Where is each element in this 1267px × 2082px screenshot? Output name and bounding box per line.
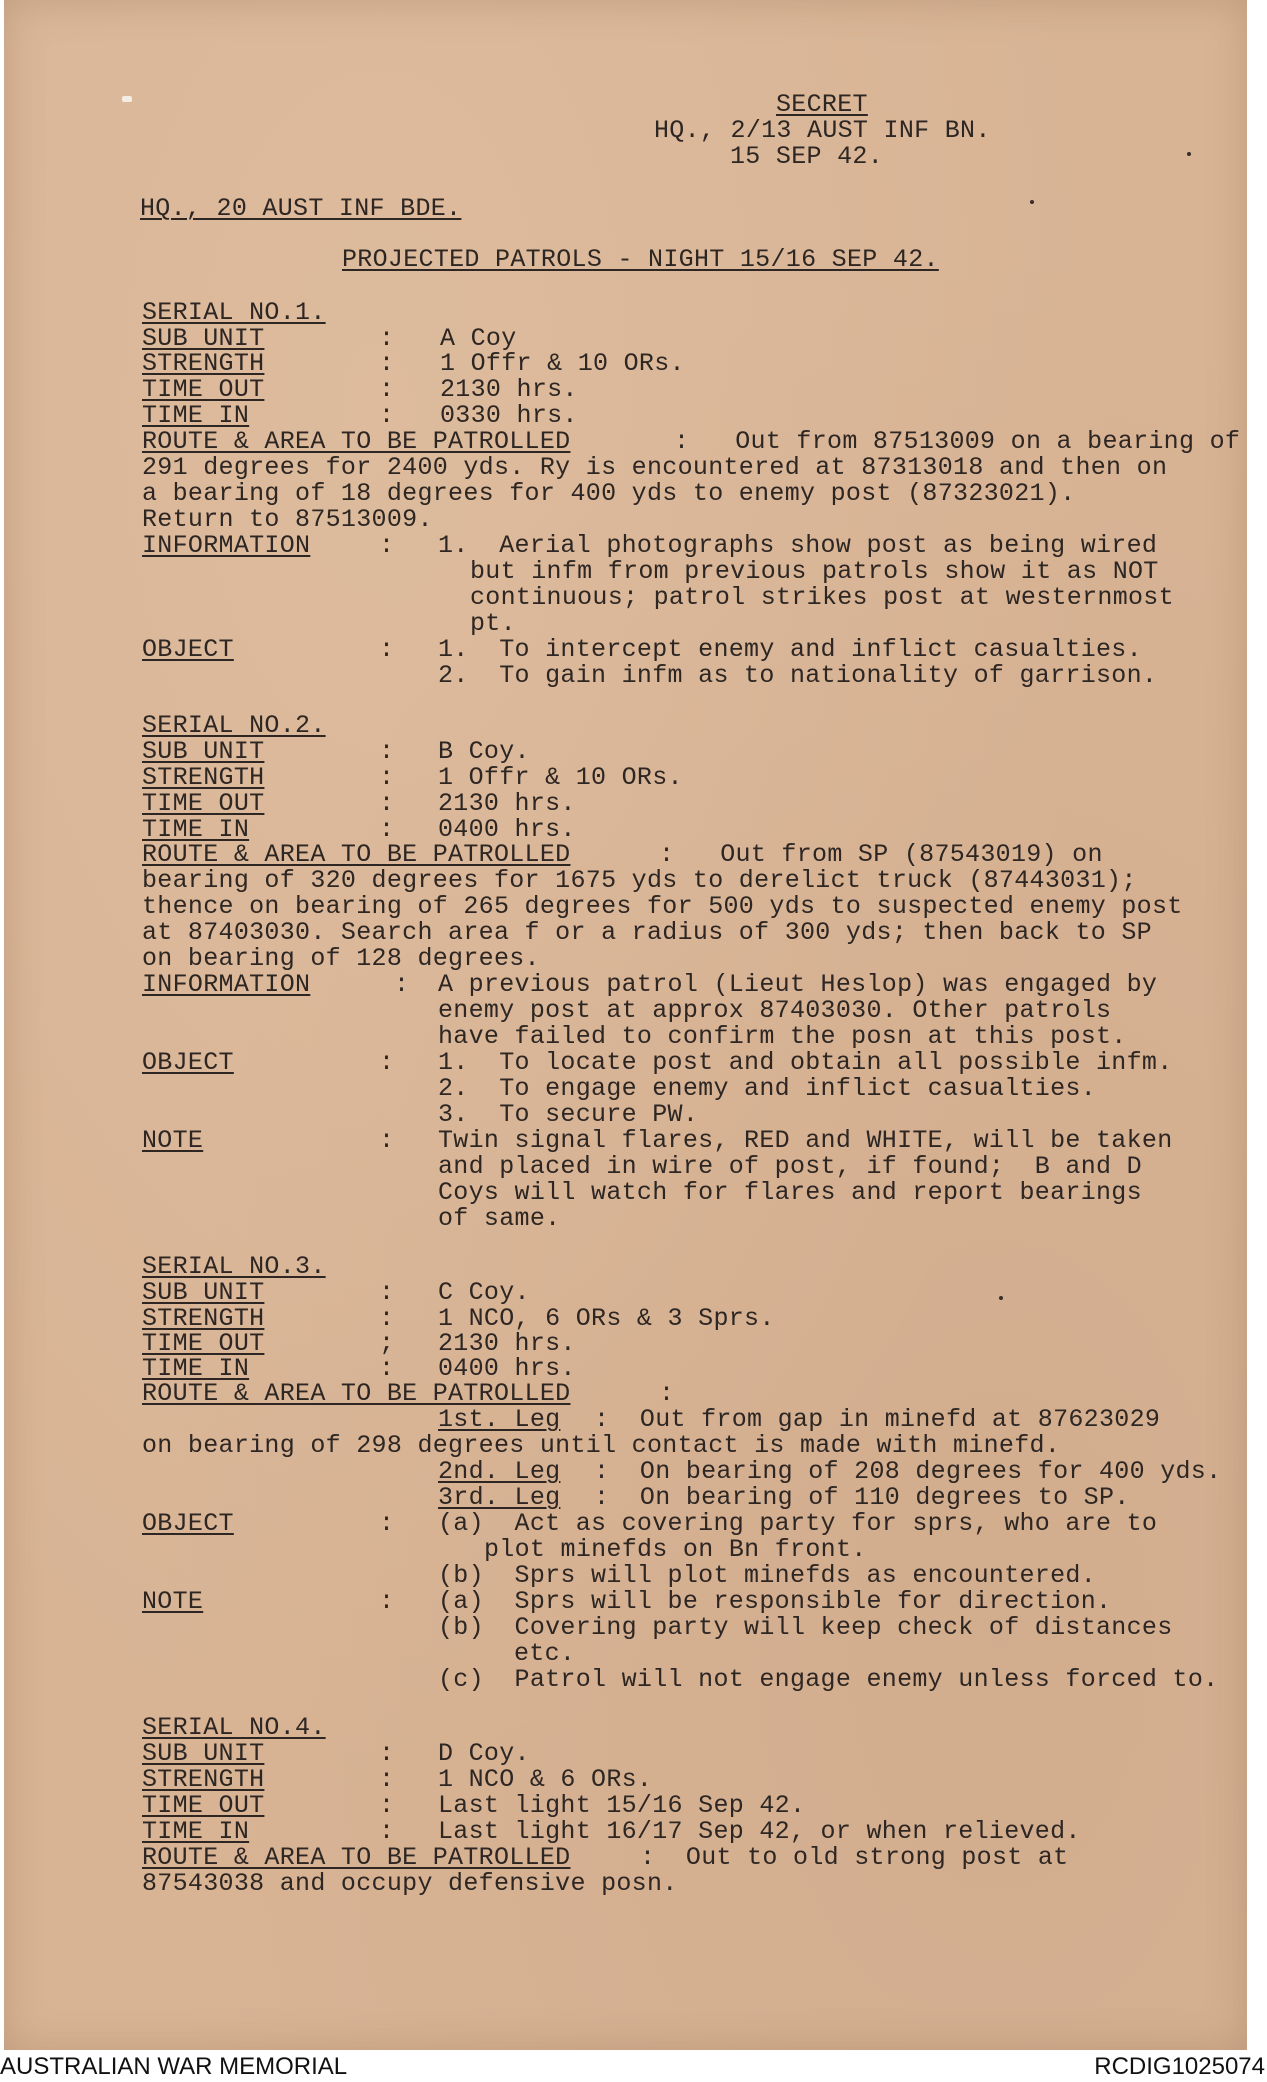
serial-2-route-line: on bearing of 128 degrees. (142, 944, 540, 973)
serial-4-sub-unit: D Coy. (438, 1739, 530, 1768)
document-page (4, 0, 1247, 2050)
serial-2-information-line: enemy post at approx 87403030. Other patrols (438, 996, 1112, 1025)
serial-3-object-line: (a) Act as covering party for sprs, who are to (438, 1509, 1158, 1538)
serial-2-route-label: ROUTE & AREA TO BE PATROLLED (142, 840, 571, 869)
serial-3-leg-2-label: 2nd. Leg (438, 1457, 561, 1486)
serial-3-strength-label: STRENGTH (142, 1304, 265, 1333)
serial-1-information-line: 1. Aerial photographs show post as being wired (438, 531, 1158, 560)
colon: : (379, 349, 395, 378)
colon: : (379, 635, 395, 664)
serial-2-information-label: INFORMATION (142, 970, 311, 999)
serial-3-note-line: (a) Sprs will be responsible for direction. (438, 1587, 1112, 1616)
colon: : (379, 1509, 395, 1538)
serial-1-sub-unit-label: SUB UNIT (142, 324, 265, 353)
serial-1-time-out-label: TIME OUT (142, 375, 265, 404)
document-date: 15 SEP 42. (730, 142, 884, 171)
serial-2-strength-label: STRENGTH (142, 763, 265, 792)
serial-2-route-line: thence on bearing of 265 degrees for 500 yds to suspected enemy post (142, 892, 1183, 921)
serial-2-strength: 1 Offr & 10 ORs. (438, 763, 683, 792)
serial-4-strength: 1 NCO & 6 ORs. (438, 1765, 653, 1794)
serial-1-information-line: pt. (470, 609, 516, 638)
serial-2-note-line: and placed in wire of post, if found; B and D (438, 1152, 1142, 1181)
serial-2-information-line: have failed to confirm the posn at this post. (438, 1022, 1127, 1051)
archive-reference: RCDIG1025074 (1094, 2053, 1265, 2080)
serial-2-heading: SERIAL NO.2. (142, 711, 326, 740)
serial-3-time-out-label: TIME OUT (142, 1329, 265, 1358)
serial-4-heading: SERIAL NO.4. (142, 1713, 326, 1742)
archive-credit: AUSTRALIAN WAR MEMORIAL (0, 2053, 348, 2080)
colon: : (379, 1048, 395, 1077)
serial-1-object-line: 2. To gain infm as to nationality of garrison. (438, 661, 1158, 690)
colon: : (379, 1791, 395, 1820)
colon: : (379, 1587, 395, 1616)
serial-3-sub-unit: C Coy. (438, 1278, 530, 1307)
paper-speck (1030, 200, 1034, 204)
paper-speck (1187, 152, 1191, 156)
serial-3-object-label: OBJECT (142, 1509, 234, 1538)
serial-4-time-out: Last light 15/16 Sep 42. (438, 1791, 806, 1820)
colon: : (379, 1126, 395, 1155)
serial-1-information-line: continuous; patrol strikes post at westernmost (470, 583, 1174, 612)
colon: ; (379, 1329, 395, 1358)
colon: : (379, 401, 395, 430)
serial-2-note-line: Coys will watch for flares and report bearings (438, 1178, 1142, 1207)
serial-1-heading: SERIAL NO.1. (142, 298, 326, 327)
serial-2-sub-unit-label: SUB UNIT (142, 737, 265, 766)
colon: : (379, 1354, 395, 1383)
serial-2-object-line: 2. To engage enemy and inflict casualties. (438, 1074, 1097, 1103)
serial-1-sub-unit: A Coy (440, 324, 517, 353)
originating-unit: HQ., 2/13 AUST INF BN. (654, 116, 991, 145)
serial-3-note-line: (c) Patrol will not engage enemy unless forced to. (438, 1665, 1219, 1694)
serial-1-object-label: OBJECT (142, 635, 234, 664)
serial-1-strength-label: STRENGTH (142, 349, 265, 378)
serial-1-route-line: Return to 87513009. (142, 505, 433, 534)
serial-1-route-label: ROUTE & AREA TO BE PATROLLED (142, 427, 571, 456)
serial-2-note-label: NOTE (142, 1126, 204, 1155)
serial-1-strength: 1 Offr & 10 ORs. (440, 349, 685, 378)
serial-2-time-in-label: TIME IN (142, 815, 250, 844)
serial-1-time-in: 0330 hrs. (440, 401, 578, 430)
serial-4-sub-unit-label: SUB UNIT (142, 1739, 265, 1768)
serial-3-leg-2: : On bearing of 208 degrees for 400 yds. (594, 1457, 1222, 1486)
serial-3-route-label: ROUTE & AREA TO BE PATROLLED (142, 1379, 571, 1408)
serial-3-time-out: 2130 hrs. (438, 1329, 576, 1358)
serial-2-time-out: 2130 hrs. (438, 789, 576, 818)
serial-4-route-label: ROUTE & AREA TO BE PATROLLED (142, 1843, 571, 1872)
serial-3-heading: SERIAL NO.3. (142, 1252, 326, 1281)
serial-2-route-line: at 87403030. Search area f or a radius of 300 yds; then back to SP (142, 918, 1152, 947)
serial-4-time-out-label: TIME OUT (142, 1791, 265, 1820)
serial-4-strength-label: STRENGTH (142, 1765, 265, 1794)
serial-3-note-label: NOTE (142, 1587, 204, 1616)
serial-3-leg-3: : On bearing of 110 degrees to SP. (594, 1483, 1130, 1512)
colon: : (379, 789, 395, 818)
serial-1-information-label: INFORMATION (142, 531, 311, 560)
serial-2-time-in: 0400 hrs. (438, 815, 576, 844)
serial-2-information-line: A previous patrol (Lieut Heslop) was engaged by (438, 970, 1158, 999)
document-title: PROJECTED PATROLS - NIGHT 15/16 SEP 42. (342, 245, 939, 274)
serial-1-information-line: but infm from previous patrols show it as NOT (470, 557, 1159, 586)
paper-speck (999, 1296, 1003, 1300)
serial-3-leg-1-label: 1st. Leg (438, 1405, 561, 1434)
serial-3-leg-3-label: 3rd. Leg (438, 1483, 561, 1512)
serial-4-time-in-label: TIME IN (142, 1817, 250, 1846)
serial-3-leg-1-continued: on bearing of 298 degrees until contact is made with minefd. (142, 1431, 1061, 1460)
colon: : (379, 375, 395, 404)
colon: : (379, 1278, 395, 1307)
serial-2-sub-unit: B Coy. (438, 737, 530, 766)
colon: : (394, 970, 410, 999)
serial-1-object-line: 1. To intercept enemy and inflict casualties. (438, 635, 1142, 664)
serial-2-object-label: OBJECT (142, 1048, 234, 1077)
serial-1-route-line: 291 degrees for 2400 yds. Ry is encountered at 87313018 and then on (142, 453, 1168, 482)
serial-3-object-line: (b) Sprs will plot minefds as encountered. (438, 1561, 1097, 1590)
colon: : (379, 1739, 395, 1768)
serial-2-time-out-label: TIME OUT (142, 789, 265, 818)
serial-1-route-line: : Out from 87513009 on a bearing of (674, 427, 1241, 456)
addressee: HQ., 20 AUST INF BDE. (140, 194, 462, 223)
serial-2-route-line: : Out from SP (87543019) on (659, 840, 1103, 869)
colon: : (379, 1765, 395, 1794)
classification-mark: SECRET (776, 90, 868, 119)
serial-2-note-line: of same. (438, 1204, 561, 1233)
serial-4-route-line: : Out to old strong post at (640, 1843, 1069, 1872)
serial-3-time-in-label: TIME IN (142, 1354, 250, 1383)
colon: : (379, 815, 395, 844)
serial-3-strength: 1 NCO, 6 ORs & 3 Sprs. (438, 1304, 775, 1333)
colon: : (379, 737, 395, 766)
paper-speck (122, 96, 132, 102)
colon: : (379, 763, 395, 792)
serial-2-route-line: bearing of 320 degrees for 1675 yds to derelict truck (87443031); (142, 866, 1137, 895)
colon: : (379, 324, 395, 353)
serial-3-time-in: 0400 hrs. (438, 1354, 576, 1383)
serial-3-leg-1: : Out from gap in minefd at 87623029 (594, 1405, 1161, 1434)
colon: : (379, 1304, 395, 1333)
serial-2-note-line: Twin signal flares, RED and WHITE, will be taken (438, 1126, 1173, 1155)
colon: : (659, 1379, 675, 1408)
serial-3-object-line: plot minefds on Bn front. (484, 1535, 867, 1564)
serial-4-route-line: 87543038 and occupy defensive posn. (142, 1869, 678, 1898)
colon: : (379, 1817, 395, 1846)
colon: : (379, 531, 395, 560)
serial-1-time-out: 2130 hrs. (440, 375, 578, 404)
serial-2-object-line: 3. To secure PW. (438, 1100, 699, 1129)
serial-1-route-line: a bearing of 18 degrees for 400 yds to enemy post (87323021). (142, 479, 1076, 508)
serial-3-note-line: etc. (514, 1639, 576, 1668)
serial-1-time-in-label: TIME IN (142, 401, 250, 430)
serial-3-sub-unit-label: SUB UNIT (142, 1278, 265, 1307)
serial-4-time-in: Last light 16/17 Sep 42, or when relieved. (438, 1817, 1081, 1846)
serial-2-object-line: 1. To locate post and obtain all possible infm. (438, 1048, 1173, 1077)
serial-3-note-line: (b) Covering party will keep check of distances (438, 1613, 1173, 1642)
